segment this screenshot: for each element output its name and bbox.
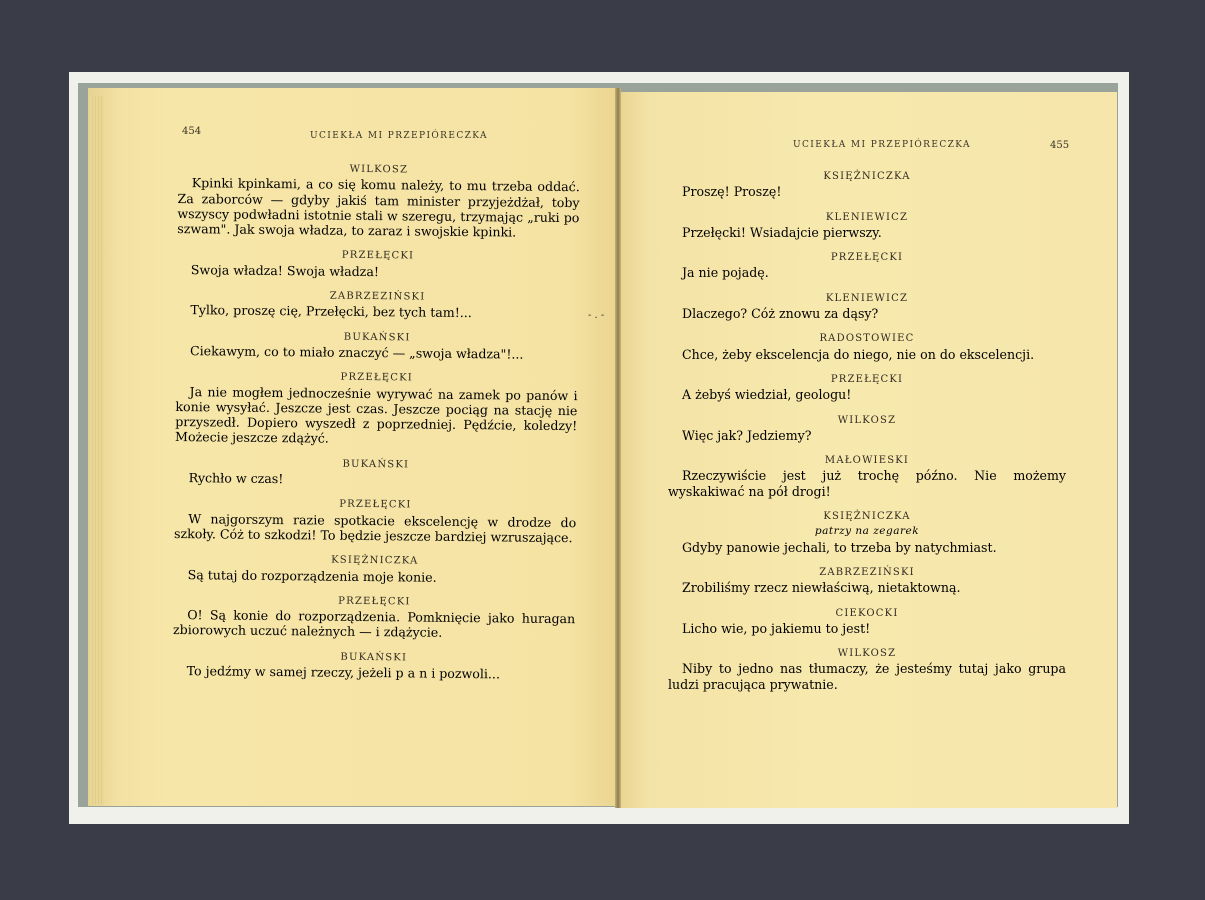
dialogue-line: O! Są konie do rozporządzenia. Pomknięcie jako huragan zbiorowych uczuć należnych — i zdążycie. xyxy=(173,607,576,641)
speaker-name: CIEKOCKI xyxy=(835,607,899,619)
dialogue-block xyxy=(668,331,1066,362)
dialogue-block xyxy=(668,169,1066,200)
dialogue-line: Zrobiliśmy rzecz niewłaściwą, nietaktowną. xyxy=(682,580,961,596)
speaker-name: PRZEŁĘCKI xyxy=(339,499,412,511)
dialogue-block xyxy=(175,455,577,490)
dialogue-line: Ciekawym, co to miało znaczyć — „swoja władza"!... xyxy=(189,343,524,362)
dialogue-line: Rzeczywiście jest już trochę późno. Nie możemy wyskakiwać na pół drogi! xyxy=(668,468,1066,499)
speaker-name: WILKOSZ xyxy=(837,648,897,660)
dialogue-block xyxy=(173,648,575,683)
left-page-number: 454 xyxy=(182,126,202,137)
speaker-name: KSIĘŻNICZKA xyxy=(331,554,419,567)
dialogue-line: Chce, żeby ekscelencja do niego, nie on do ekscelencji. xyxy=(682,346,1035,362)
speaker-name: PRZEŁĘCKI xyxy=(830,252,904,264)
speaker-name: MAŁOWIESKI xyxy=(824,455,910,467)
dialogue-line: Proszę! Proszę! xyxy=(682,184,782,200)
dialogue-line: Kpinki kpinkami, a co się komu należy, to mu trzeba oddać. Za zaborców — gdyby jakiś tam minister przyjeżdżał, toby wszyscy podwładni istotnie stali w szeregu, trzymając „ruki po szwam". Jak swoja władza, to zaraz i swojskie kpinki. xyxy=(177,175,580,240)
speaker-name: RADOSTOWIEC xyxy=(819,333,915,345)
dialogue-block xyxy=(668,413,1066,444)
stage-direction: patrzy na zegarek xyxy=(814,525,920,538)
dialogue-line: W najgorszym razie spotkacie ekscelencję w drodze do szkoły. Cóż to szkodzi! To będzie jeszcze bardziej wzruszające. xyxy=(174,510,577,546)
left-running-head: UCIEKŁA MI PRZEPIÓRECZKA xyxy=(310,131,488,141)
dialogue-line: Rychło w czas! xyxy=(188,470,284,487)
dialogue-block xyxy=(668,565,1066,596)
speaker-name: PRZEŁĘCKI xyxy=(340,371,413,384)
dialogue-block xyxy=(668,250,1066,281)
dialogue-block xyxy=(176,287,578,322)
dialogue-line: Tylko, proszę cię, Przełęcki, bez tych tam!... xyxy=(190,302,472,321)
left-page-text xyxy=(172,160,580,692)
dialogue-line: Są tutaj do rozporządzenia moje konie. xyxy=(187,566,437,585)
dialogue-block xyxy=(177,246,579,281)
speaker-name: BUKAŃSKI xyxy=(340,651,408,664)
dialogue-line: Ja nie pojadę. xyxy=(682,265,769,281)
dialogue-block xyxy=(668,291,1066,322)
speaker-name: KLENIEWICZ xyxy=(825,292,909,304)
speaker-name: KSIĘŻNICZKA xyxy=(823,171,911,182)
speaker-name: WILKOSZ xyxy=(837,414,897,426)
margin-mark: - . - xyxy=(588,310,605,321)
dialogue-block xyxy=(175,368,578,449)
dialogue-line: Gdyby panowie jechali, to trzeba by natychmiast. xyxy=(682,539,997,555)
dialogue-line: To jedźmy w samej rzeczy, jeżeli p a n i pozwoli... xyxy=(186,663,501,682)
speaker-name: PRZEŁĘCKI xyxy=(338,595,411,608)
book-gutter xyxy=(615,88,621,808)
dialogue-block xyxy=(668,646,1066,692)
speaker-name: KLENIEWICZ xyxy=(825,211,909,223)
dialogue-block xyxy=(668,210,1066,241)
dialogue-block xyxy=(668,453,1066,499)
right-page-text xyxy=(668,169,1066,702)
dialogue-line: Dlaczego? Cóż znowu za dąsy? xyxy=(682,306,879,322)
dialogue-line: Przełęcki! Wsiadajcie pierwszy. xyxy=(682,224,882,240)
dialogue-line: Licho wie, po jakiemu to jest! xyxy=(682,620,871,636)
page-edges xyxy=(90,96,104,804)
right-running-head: UCIEKŁA MI PRZEPIÓRECZKA xyxy=(793,140,971,150)
speaker-name: PRZEŁĘCKI xyxy=(341,250,415,262)
dialogue-block xyxy=(176,328,578,363)
dialogue-line: Ja nie mogłem jednocześnie wyrywać na zamek po panów i konie wysyłać. Jeszcze jest czas. Jeszcze pociąg na stację nie przyszedł. Dopiero wyszedł z poprzedniej. Pędźcie, koledzy! Możecie jeszcze zdążyć. xyxy=(175,383,578,447)
dialogue-block xyxy=(174,551,576,586)
dialogue-line: Niby to jedno nas tłumaczy, że jesteśmy tutaj jako grupa ludzi pracująca prywatnie. xyxy=(668,661,1066,692)
dialogue-block xyxy=(177,160,580,241)
speaker-name: ZABRZEZIŃSKI xyxy=(329,290,426,303)
dialogue-block xyxy=(668,509,1066,555)
dialogue-line: Więc jak? Jedziemy? xyxy=(682,427,812,443)
dialogue-block xyxy=(174,495,576,545)
speaker-name: KSIĘŻNICZKA xyxy=(823,511,911,523)
speaker-name: BUKAŃSKI xyxy=(342,458,410,471)
dialogue-line: A żebyś wiedział, geologu! xyxy=(682,387,852,403)
speaker-name: PRZEŁĘCKI xyxy=(830,373,904,385)
dialogue-line: Swoja władza! Swoja władza! xyxy=(190,261,380,279)
right-page-number: 455 xyxy=(1050,140,1070,151)
speaker-name: ZABRZEZIŃSKI xyxy=(819,566,915,578)
dialogue-block xyxy=(668,372,1066,403)
speaker-name: BUKAŃSKI xyxy=(343,331,411,344)
dialogue-block xyxy=(173,592,575,642)
speaker-name: WILKOSZ xyxy=(349,163,409,176)
dialogue-block xyxy=(668,606,1066,637)
